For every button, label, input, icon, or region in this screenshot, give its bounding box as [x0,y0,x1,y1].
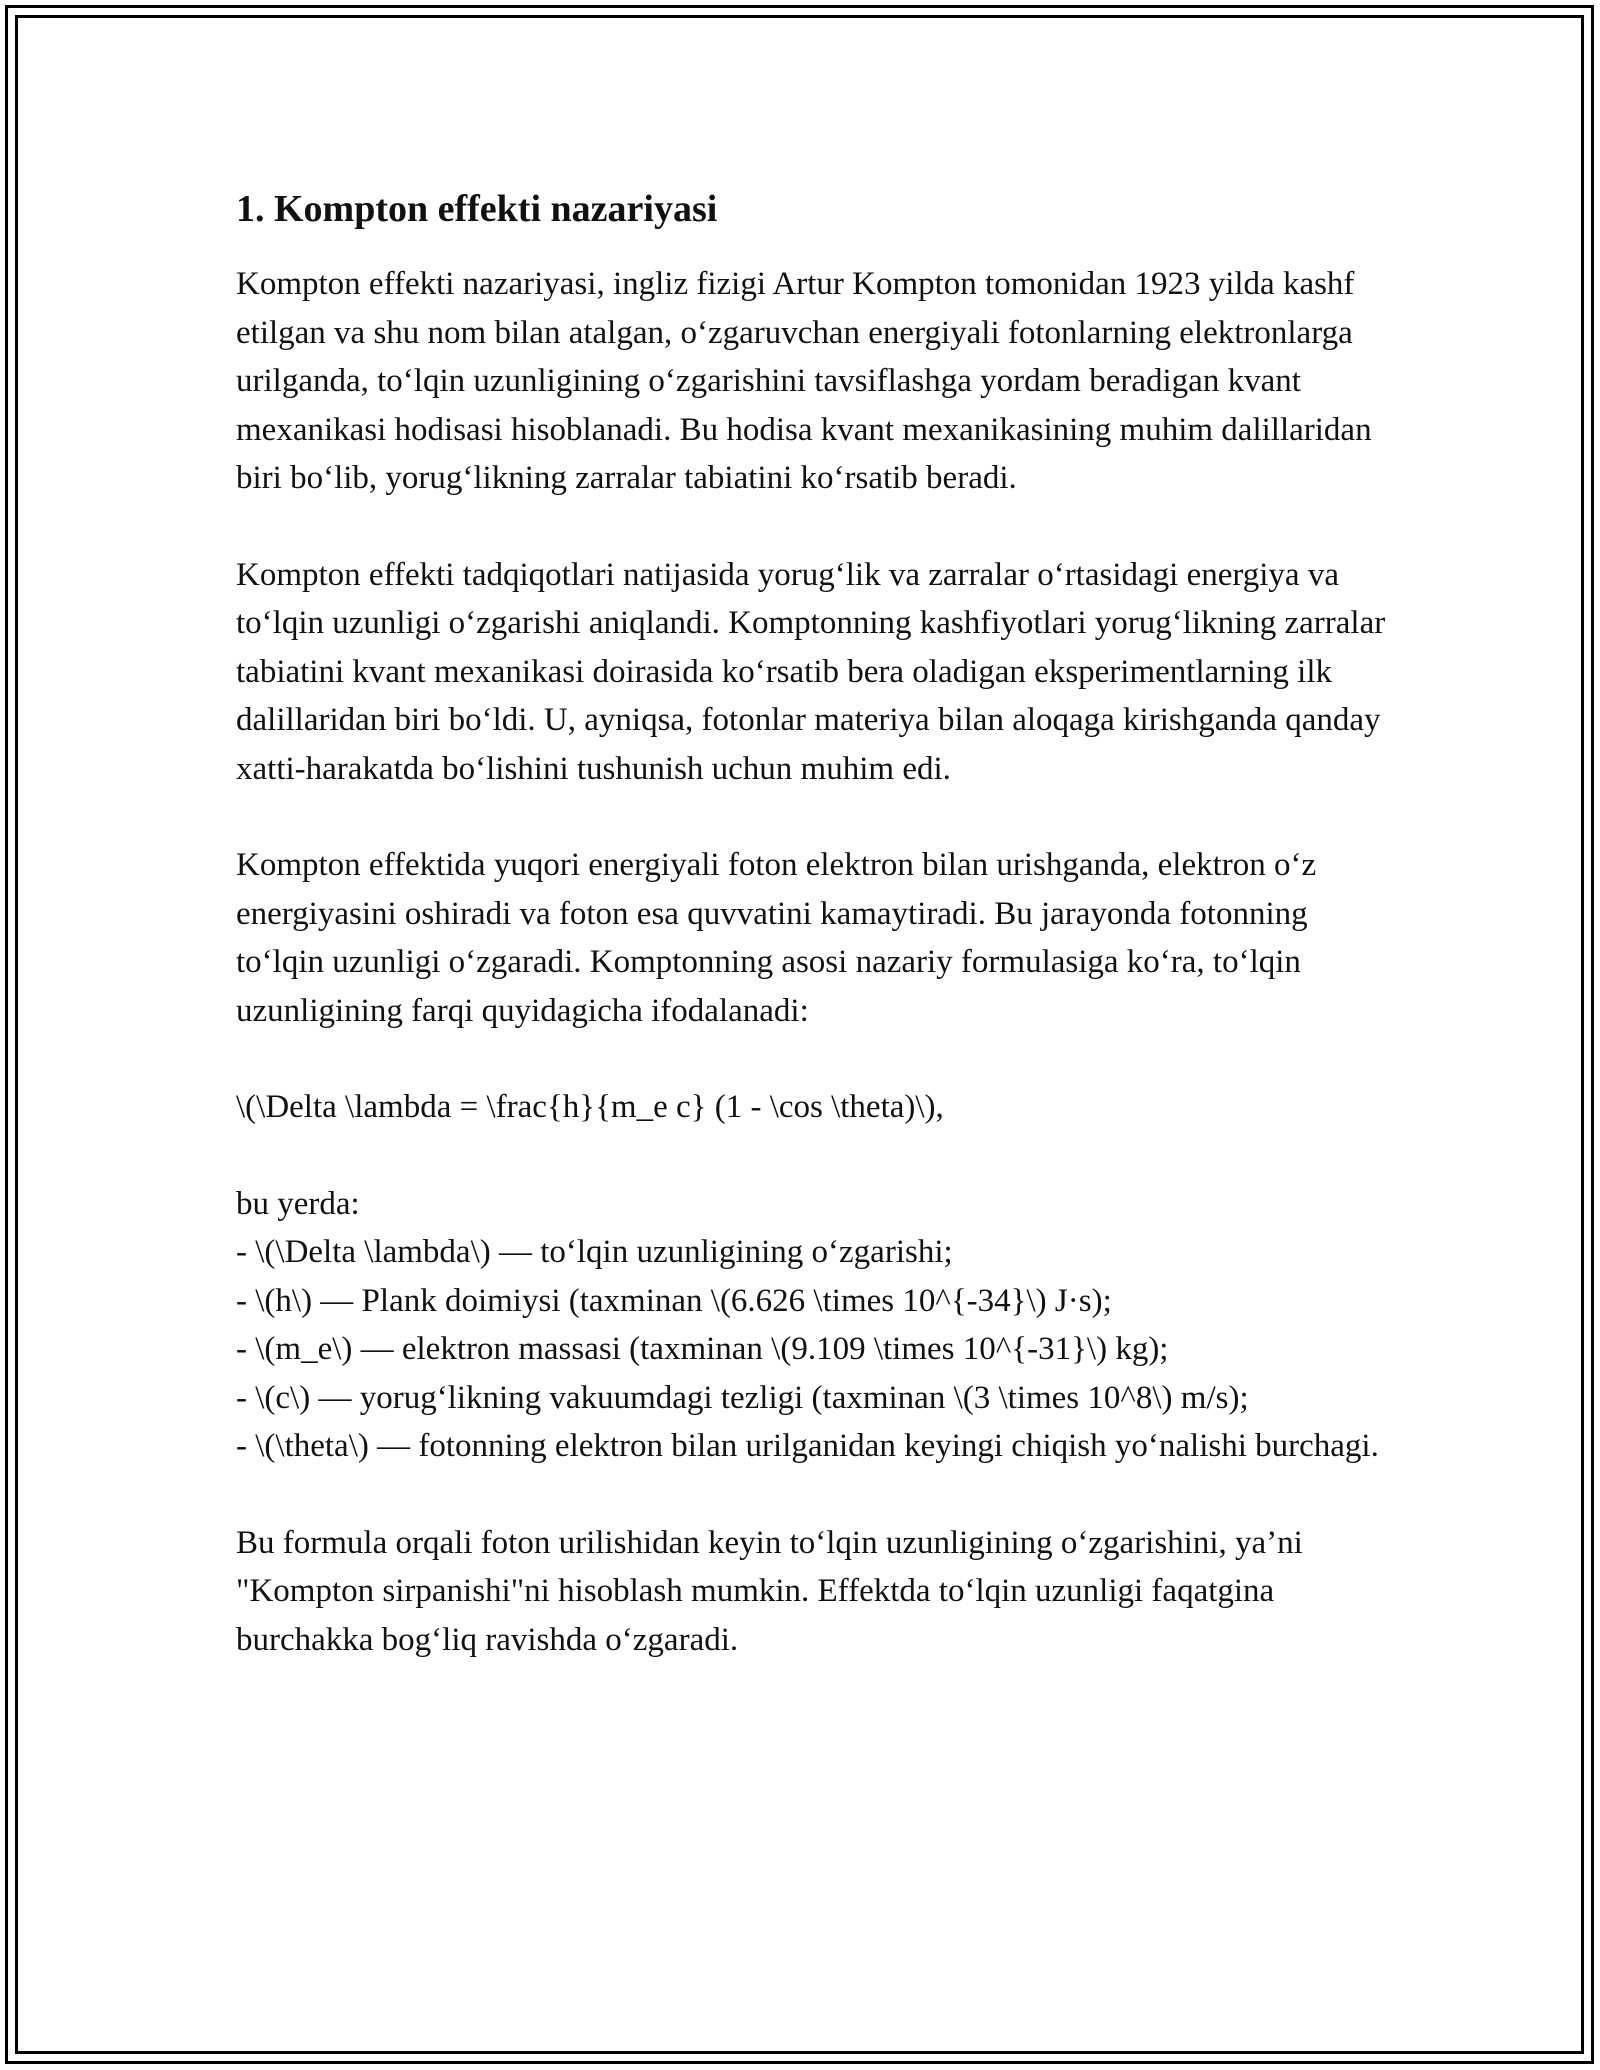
paragraph-intro: Kompton effekti nazariyasi, ingliz fizigi Artur Kompton tomonidan 1923 yilda kashf etilgan va shu nom bilan atalgan, o‘zgaruvchan energiyali fotonlarning elektronlarga urilganda, to‘lqin uzunligining o‘zgarishini tavsiflashga yordam beradigan kvant mexanikasi hodisasi hisoblanadi. Bu hodisa kvant mexanikasining muhim dalillaridan biri bo‘lib, yorug‘likning zarralar tabiatini ko‘rsatib beradi. [236,266,1372,497]
paragraph-effect: Kompton effektida yuqori energiyali foton elektron bilan urishganda, elektron o‘z energiyasini oshiradi va foton esa quvvatini kamaytiradi. Bu jarayonda fotonning to‘lqin uzunligi o‘zgaradi. Komptonning asosi nazariy formulasiga ko‘ra, to‘lqin uzunligining farqi quyidagicha ifodalanadi: [236,847,1317,1029]
document-body [236,185,1386,1712]
variable-list [236,1180,1386,1471]
list-item: - \(\Delta \lambda\) — to‘lqin uzunligining o‘zgarishi; [236,1234,953,1271]
list-item: - \(h\) — Plank doimiysi (taxminan \(6.626 \times 10^{-34}\) J·s); [236,1282,1112,1319]
list-intro: bu yerda: [236,1185,360,1222]
list-item: - \(m_e\) — elektron massasi (taxminan \(9.109 \times 10^{-31}\) kg); [236,1331,1169,1368]
section-heading: 1. Kompton effekti nazariyasi [236,188,718,230]
list-item: - \(c\) — yorug‘likning vakuumdagi tezligi (taxminan \(3 \times 10^8\) m/s); [236,1379,1249,1416]
paragraph-research: Kompton effekti tadqiqotlari natijasida yorug‘lik va zarralar o‘rtasidagi energiya va to‘lqin uzunligi o‘zgarishi aniqlandi. Komptonning kashfiyotlari yorug‘likning zarralar tabiatini kvant mexanikasi doirasida ko‘rsatib bera oladigan eksperimentlarning ilk dalillaridan biri bo‘ldi. U, ayniqsa, fotonlar materiya bilan aloqaga kirishganda qanday xatti-harakatda bo‘lishini tushunish uchun muhim edi. [236,556,1386,787]
list-item: - \(\theta\) — fotonning elektron bilan urilganidan keyingi chiqish yo‘nalishi burchagi. [236,1428,1379,1465]
formula-line: \(\Delta \lambda = \frac{h}{m_e c} (1 - \cos \theta)\), [236,1089,944,1126]
paragraph-closing: Bu formula orqali foton urilishidan keyin to‘lqin uzunligining o‘zgarishini, ya’ni "Kompton sirpanishi"ni hisoblash mumkin. Effektda to‘lqin uzunligi faqatgina burchakka bog‘liq ravishda o‘zgaradi. [236,1524,1303,1658]
